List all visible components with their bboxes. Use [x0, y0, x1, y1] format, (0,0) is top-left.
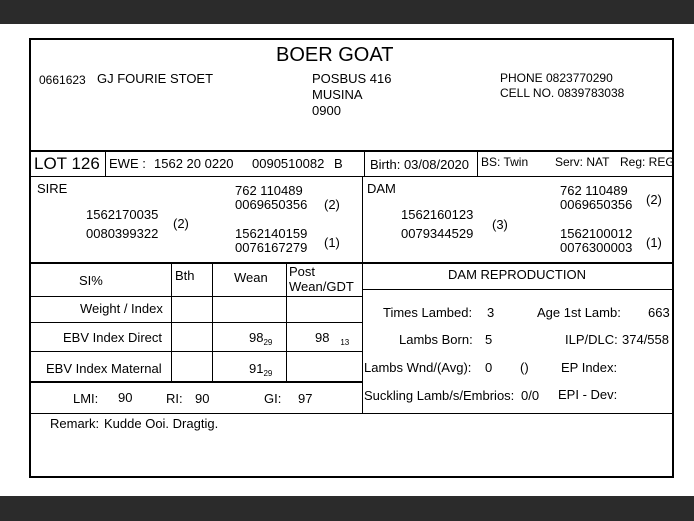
age-first-lamb-value: 663 — [648, 305, 670, 320]
divider — [286, 262, 287, 381]
divider — [362, 289, 672, 290]
dam-of-dam-id: 1562100012 — [560, 226, 633, 241]
sire-of-dam-id-secondary: 0069650356 — [560, 197, 633, 212]
ri-value: 90 — [195, 391, 210, 406]
bth-header: Bth — [175, 268, 195, 283]
sire-id-secondary: 0080399322 — [86, 226, 159, 241]
divider — [31, 262, 672, 264]
post-header: Post — [289, 264, 316, 279]
suckling-label: Suckling Lamb/s/Embrios: — [364, 388, 515, 403]
ep-index-label: EP Index: — [561, 360, 618, 375]
lambs-weaned-value: 0 — [485, 360, 493, 375]
divider — [105, 150, 106, 176]
dam-id-secondary: 0079344529 — [401, 226, 474, 241]
divider — [31, 351, 362, 352]
address-line2: MUSINA — [312, 87, 363, 102]
post-header-sub: Wean/GDT — [289, 279, 354, 294]
ebv-direct-label: EBV Index Direct — [63, 330, 162, 345]
sire-of-dam-id: 762 110489 — [560, 183, 628, 198]
suckling-value: 0/0 — [521, 388, 540, 403]
divider — [31, 296, 362, 297]
epi-dev-label: EPI - Dev: — [558, 387, 618, 402]
service-type: Serv: NAT — [555, 155, 610, 169]
weight-index-label: Weight / Index — [80, 301, 163, 316]
gi-label: GI: — [264, 391, 282, 406]
ewe-label: EWE : — [109, 156, 146, 171]
sire-label: SIRE — [37, 181, 68, 196]
remark-text: Kudde Ooi. Dragtig. — [104, 416, 219, 431]
ewe-grade: B — [334, 156, 343, 171]
lot-number: LOT 126 — [34, 154, 100, 173]
lambs-born-value: 5 — [485, 332, 493, 347]
dam-id: 1562160123 — [401, 207, 474, 222]
si-header: SI% — [79, 273, 103, 288]
divider — [212, 262, 213, 381]
sire-id: 1562170035 — [86, 207, 159, 222]
ebv-direct-wean: $98_{29}$ — [249, 330, 273, 347]
ri-label: RI: — [166, 391, 183, 406]
gi-value: 97 — [298, 391, 313, 406]
age-first-lamb-label: Age 1st Lamb: — [537, 305, 621, 320]
dam-count: (3) — [492, 217, 508, 232]
lot-card — [29, 38, 674, 478]
ewe-id: 0090510082 — [252, 156, 325, 171]
dam-of-dam-id-secondary: 0076300003 — [560, 240, 633, 255]
sire-of-sire-count: (2) — [324, 197, 340, 212]
sire-of-dam-count: (2) — [646, 192, 662, 207]
registration: Reg: REG — [620, 155, 675, 169]
times-lambed-label: Times Lambed: — [383, 305, 473, 320]
dam-label: DAM — [367, 181, 396, 196]
dam-of-sire-id-secondary: 0076167279 — [235, 240, 308, 255]
divider — [31, 176, 672, 177]
divider — [31, 381, 362, 383]
ebv-maternal-label: EBV Index Maternal — [46, 361, 162, 376]
wean-header: Wean — [234, 270, 268, 285]
ebv-direct-post: 98 $_{13}$ — [315, 330, 350, 347]
sire-count: (2) — [173, 216, 189, 231]
address-line3: 0900 — [312, 103, 341, 118]
birth-date: Birth: 03/08/2020 — [370, 157, 470, 172]
address-line1: POSBUS 416 — [312, 71, 392, 86]
ilp-dlc-value: 374/558 — [622, 332, 669, 347]
divider — [171, 262, 172, 381]
phone-number: PHONE 0823770290 — [500, 71, 613, 85]
divider — [31, 322, 362, 323]
sire-of-sire-id: 762 110489 — [235, 183, 303, 198]
lambs-weaned-avg: () — [520, 360, 529, 375]
card-title: BOER GOAT — [276, 44, 394, 66]
divider — [31, 150, 672, 152]
page-sheet — [0, 24, 694, 496]
lambs-weaned-label: Lambs Wnd/(Avg): — [364, 360, 472, 375]
lmi-value: 90 — [118, 390, 133, 405]
divider — [364, 150, 365, 176]
lambs-born-label: Lambs Born: — [399, 332, 473, 347]
dam-of-sire-id: 1562140159 — [235, 226, 308, 241]
ilp-dlc-label: ILP/DLC: — [565, 332, 618, 347]
divider — [31, 413, 672, 414]
dam-of-dam-count: (1) — [646, 235, 662, 250]
times-lambed-value: 3 — [487, 305, 495, 320]
lmi-label: LMI: — [73, 391, 99, 406]
ebv-maternal-wean: $91_{29}$ — [249, 361, 273, 378]
stud-code: 0661623 — [39, 73, 86, 87]
divider — [362, 176, 363, 413]
remark-label: Remark: — [50, 416, 100, 431]
divider — [477, 150, 478, 176]
stud-name: GJ FOURIE STOET — [97, 71, 214, 86]
dam-of-sire-count: (1) — [324, 235, 340, 250]
cell-number: CELL NO. 0839783038 — [500, 86, 625, 100]
birth-status: BS: Twin — [481, 155, 529, 169]
ewe-number: 1562 20 0220 — [154, 156, 234, 171]
dam-reproduction-title: DAM REPRODUCTION — [448, 267, 586, 282]
sire-of-sire-id-secondary: 0069650356 — [235, 197, 308, 212]
